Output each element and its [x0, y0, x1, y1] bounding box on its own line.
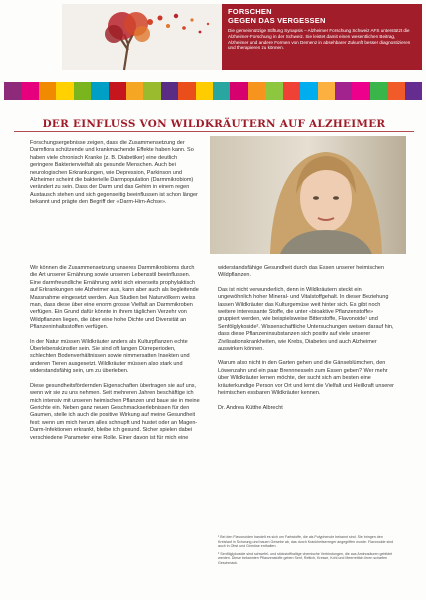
color-strip-segment: [196, 82, 213, 100]
author-signature: Dr. Andrea Kütthe Albrecht: [218, 404, 283, 411]
article-intro: [30, 140, 200, 214]
color-strip-segment: [335, 82, 352, 100]
color-strip-segment: [91, 82, 108, 100]
color-strip-segment: [4, 82, 21, 100]
color-strip-segment: [370, 82, 387, 100]
author-photo: [210, 136, 406, 254]
color-strip-segment: [405, 82, 422, 100]
header-panel: [222, 4, 422, 70]
color-strip-segment: [283, 82, 300, 100]
color-strip-segment: [265, 82, 282, 100]
color-strip-segment: [56, 82, 73, 100]
intro-paragraph: Forschungsergebnisse zeigen, dass die Zusammensetzung der Darmflora schützende und krankmachende Effekte haben kann. So haben viele chronisch Kranke (z. B. Diabetiker) eine deutlich geringere Bakterienvielfalt als gesunde Menschen. Auch bei neurologischen Erkrankungen, wie Depression, Parkinson und Alzheimer scheint die bakterielle Darmpopulation (Darmmikrobiom) verändert zu sein. Dass der Darm und das Gehirn in einem regen Austausch stehen und sich gegenseitig beeinflussen ist schon länger bekannt und prägte den Begriff der «Darm-Hirn-Achse».: [30, 140, 198, 206]
body-paragraph: Warum also nicht in den Garten gehen und die Gänseblümchen, den Löwenzahn und ein paar Brennnesseln zum Essen geben? Wer mehr über Wildkräuter lernen möchte, der sucht sich am besten eine kräuterkundige Person vor Ort und lernt die Vielfalt und Heilkraft unserer heimischen essbaren Wildkräuter kennen.: [218, 360, 394, 397]
body-paragraph: widerstandsfähige Gesundheit durch das Essen unserer heimischen Wildpflanzen.: [218, 265, 385, 279]
color-strip-segment: [300, 82, 317, 100]
color-strip-segment: [74, 82, 91, 100]
headline-rule: [14, 131, 414, 132]
color-strip-segment: [387, 82, 404, 100]
footnote: ¹ Bei den Flavonoiden handelt es sich um Farbstoffe, die als Polyphenole bekannt sind. Sie bringen den Kreislauf in Schwung und bauen Gewebe ab, das durch Krankheitserreger angegriffen wurde. Flavonoide sind auch in Obst und Gemüse enthalten.: [218, 535, 394, 548]
article-column-right: [218, 265, 394, 419]
color-strip-segment: [21, 82, 38, 100]
color-strip-segment: [161, 82, 178, 100]
color-strip-segment: [248, 82, 265, 100]
color-strip-segment: [178, 82, 195, 100]
header-title-line2: GEGEN DAS VERGESSEN: [228, 15, 326, 25]
header-text: Die gemeinnützige Stiftung Synapsis – Alzheimer Forschung Schweiz AFS unterstützt die Alzheimer-Forschung in der Schweiz. Sie leistet damit einen wesentlichen Beitrag, Alzheimer und andere Formen von Demenz in absehbarer Zukunft besser diagnostizieren und therapieren zu können.: [228, 28, 411, 51]
color-strip-segment: [213, 82, 230, 100]
body-paragraph: In der Natur müssen Wildkräuter anders als Kulturpflanzen echte Überlebenskünstler sein. Sie sind oft langen Dürreperioden, schlechten Bodenverhältnissen sowie nimmersatten Insekten und anderen Tieren ausgesetzt. Wildkräuter müssen also stark und widerstandsfähig sein, um zu überleben.: [30, 338, 190, 375]
color-strip-segment: [109, 82, 126, 100]
footnote: ² Senfölglykoside sind schwefel- und stickstoffhaltige chemische Verbindungen, die aus Aminosäuren gebildet werden. Diese bekannten Pflanzenstoffe geben Senf, Rettich, Kresse, Kohl und Meerrettich ihren scharfen Geschmack.: [218, 551, 393, 565]
color-strip-segment: [143, 82, 160, 100]
header-title-line1: FORSCHEN: [228, 7, 272, 16]
article-headline: DER EINFLUSS VON WILDKRÄUTERN AUF ALZHEIMER: [42, 118, 386, 130]
color-strip-segment: [318, 82, 335, 100]
body-paragraph: Wir können die Zusammensetzung unseres Darmmikrobioms durch die Art unserer Ernährung sowie unseren Lebensstil beeinflussen. Eine darmfreundliche Ernährung wirkt sich einerseits prophylaktisch auf Erkrankungen wie Alzheimer aus, kann aber auch als begleitende Massnahme eingesetzt werden. Aus Studien bei Naturvölkern weiss man, dass diese über eine enorm grosse Vielfalt an Darmmikroben verfügen. Ein Grund dafür könnte in ihrem täglichen Verzehr von Wildpflanzen liegen, die über eine hohe Dichte und Diversität an Pflanzeninhaltsstoffen verfügen.: [30, 265, 199, 331]
body-paragraph: Das ist nicht verwunderlich, denn in Wildkräutern steckt ein ungewöhnlich hoher Mineral- und Vitalstoffgehalt. In dieser Beziehung lassen Wildkräuter das Kulturgemüse weit hinter sich. Es gibt noch weitere interessante Stoffe, die unter «bioaktive Pflanzenstoffe» gruppiert werden, wie beispielsweise Bitterstoffe, Flavonoide¹ und Senfölglykoside². Wissenschaftliche Untersuchungen weisen darauf hin, dass diese Pflanzeninsubstanzen sich positiv auf viele unserer Zivilisationskrankheiten, wie Krebs, Diabetes und auch Alzheimer auswirken können.: [218, 286, 394, 353]
portrait-image: [210, 136, 406, 254]
body-paragraph: Diese gesundheitsfördernden Eigenschaften übertragen sie auf uns, wenn wir sie zu uns nehmen. Seit mehreren Jahren beschäftige ich mich intensiv mit unseren heimischen Pflanzen und baue sie in meine Gerichte ein. Neben ganz neuen Geschmackserlebnissen für den Gaumen, stelle ich auch die positive Wirkung auf meine Gesundheit fest: wenn um mich herum alles schnupft und hustet oder an Magen-Darm-Infektionen erkrankt, bleibe ich gesund. Sicher spielen dabei verschiedene Parameter eine Rolle. Einer davon ist für mich eine: [30, 382, 200, 441]
tree-illustration-svg: [62, 4, 222, 70]
tree-illustration: [62, 4, 222, 70]
color-strip-segment: [230, 82, 247, 100]
color-strip-segment: [352, 82, 369, 100]
color-strip-segment: [39, 82, 56, 100]
color-strip: [4, 82, 422, 100]
color-strip-segment: [126, 82, 143, 100]
footnotes: [218, 535, 394, 568]
article-column-left: [30, 265, 200, 449]
